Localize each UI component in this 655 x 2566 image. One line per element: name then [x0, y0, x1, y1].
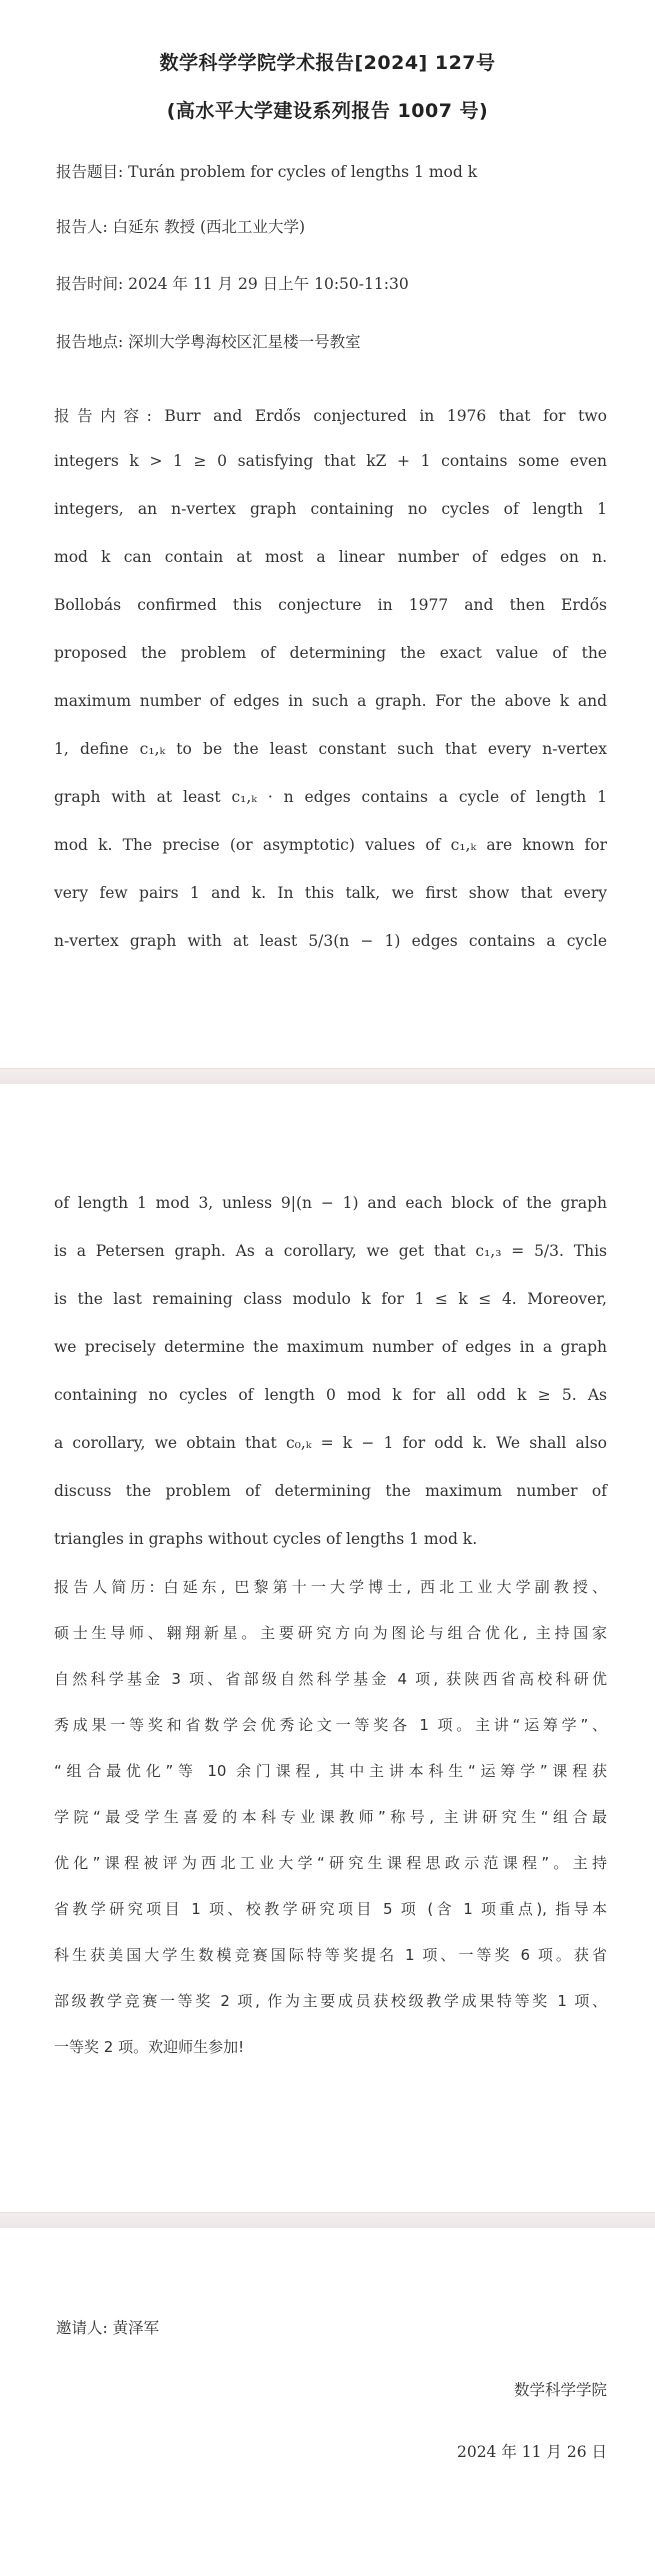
abstract-line: integers, an n-vertex graph containing no cycles of length 1: [54, 500, 607, 518]
bio-line: “组合最优化”等 10 余门课程, 其中主讲本科生“运筹学”课程获: [54, 1762, 607, 1780]
bio-line: 学院“最受学生喜爱的本科专业课教师”称号, 主讲研究生“组合最: [54, 1808, 607, 1826]
abstract-line: discuss the problem of determining the maximum number of: [54, 1482, 607, 1500]
abstract-line: 报告内容: Burr and Erdős conjectured in 1976 that for two: [54, 407, 607, 425]
report-subtitle: (高水平大学建设系列报告 1007 号): [166, 100, 489, 122]
bio-line: 报告人简历: 白延东, 巴黎第十一大学博士, 西北工业大学副教授、: [54, 1578, 607, 1596]
abstract-line: is the last remaining class modulo k for 1 ≤ k ≤ 4. Moreover,: [54, 1290, 607, 1308]
abstract-line: triangles in graphs without cycles of lengths 1 mod k.: [54, 1530, 478, 1548]
inviter: 邀请人: 黄泽军: [56, 2319, 160, 2337]
abstract-line: we precisely determine the maximum number of edges in a graph: [54, 1338, 607, 1356]
abstract-line: integers k > 1 ≥ 0 satisfying that kZ + 1 contains some even: [54, 452, 607, 470]
bio-line: 一等奖 2 项。欢迎师生参加!: [54, 2038, 245, 2056]
bio-line: 省教学研究项目 1 项、校教学研究项目 5 项 (含 1 项重点), 指导本: [54, 1900, 607, 1918]
abstract-line: graph with at least c₁,ₖ · n edges contains a cycle of length 1: [54, 788, 607, 806]
abstract-line: 1, define c₁,ₖ to be the least constant such that every n-vertex: [54, 740, 607, 758]
bio-line: 秀成果一等奖和省数学会优秀论文一等奖各 1 项。主讲“运筹学”、: [54, 1716, 607, 1734]
abstract-line: Bollobás confirmed this conjecture in 1977 and then Erdős: [54, 596, 607, 614]
report-place: 报告地点: 深圳大学粤海校区汇星楼一号教室: [56, 333, 361, 351]
organizer: 数学科学学院: [513, 2381, 607, 2399]
abstract-line: containing no cycles of length 0 mod k for all odd k ≥ 5. As: [54, 1386, 607, 1404]
abstract-line: n-vertex graph with at least 5/3(n − 1) edges contains a cycle: [54, 932, 607, 950]
abstract-line: maximum number of edges in such a graph. For the above k and: [54, 692, 607, 710]
report-time: 报告时间: 2024 年 11 月 29 日上午 10:50-11:30: [56, 275, 409, 293]
abstract-line: mod k can contain at most a linear number of edges on n.: [54, 548, 607, 566]
report-speaker: 报告人: 白延东 教授 (西北工业大学): [56, 218, 306, 236]
issue-date: 2024 年 11 月 26 日: [456, 2443, 607, 2461]
abstract-line: very few pairs 1 and k. In this talk, we first show that every: [54, 884, 607, 902]
abstract-line: of length 1 mod 3, unless 9|(n − 1) and each block of the graph: [54, 1194, 607, 1212]
bio-line: 优化”课程被评为西北工业大学“研究生课程思政示范课程”。主持: [54, 1854, 607, 1872]
bio-line: 科生获美国大学生数模竞赛国际特等奖提名 1 项、一等奖 6 项。获省: [54, 1946, 607, 1964]
report-title: 数学科学学院学术报告[2024] 127号: [159, 52, 496, 74]
abstract-line: is a Petersen graph. As a corollary, we get that c₁,₃ = 5/3. This: [54, 1242, 607, 1260]
abstract-line: mod k. The precise (or asymptotic) values of c₁,ₖ are known for: [54, 836, 607, 854]
report-topic: 报告题目: Turán problem for cycles of lengths 1 mod k: [56, 163, 478, 181]
bio-line: 硕士生导师、翱翔新星。主要研究方向为图论与组合优化, 主持国家: [54, 1624, 607, 1642]
abstract-line: a corollary, we obtain that c₀,ₖ = k − 1 for odd k. We shall also: [54, 1434, 607, 1452]
bio-line: 自然科学基金 3 项、省部级自然科学基金 4 项, 获陕西省高校科研优: [54, 1670, 607, 1688]
bio-line: 部级教学竞赛一等奖 2 项, 作为主要成员获校级教学成果特等奖 1 项、: [54, 1992, 607, 2010]
abstract-line: proposed the problem of determining the exact value of the: [54, 644, 607, 662]
